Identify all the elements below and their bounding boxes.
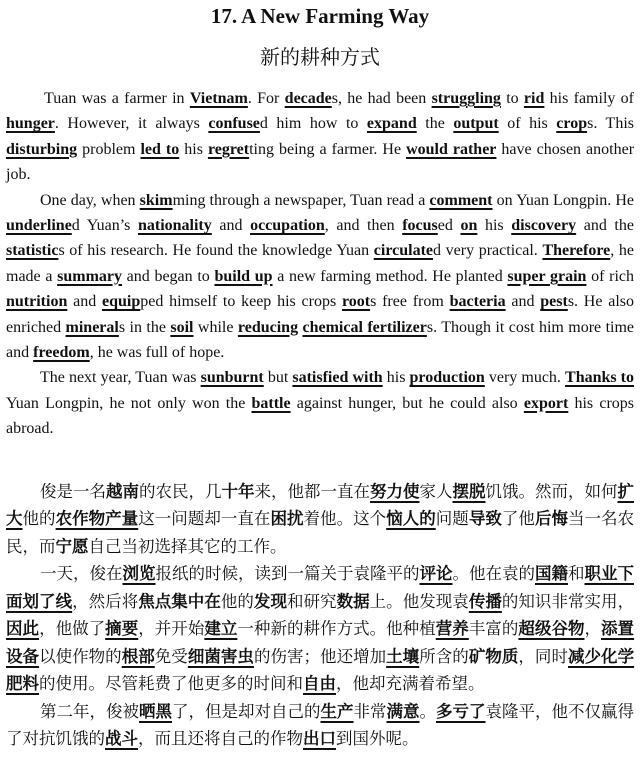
text-run: 饥饿。然而，如何 <box>485 481 618 501</box>
text-run: s. Though it cost him more time and <box>6 318 635 362</box>
text-run: ed <box>437 217 461 235</box>
text-run: 的农民，几 <box>139 481 222 501</box>
keyword: 越南 <box>106 481 139 501</box>
keyword: 数据 <box>336 591 370 611</box>
text-run: 。他在袁的 <box>452 564 535 584</box>
keyword: statistic <box>6 242 59 260</box>
text-run: s of his research. He found the knowledge Yuan <box>58 242 374 260</box>
text-run: ，然后将 <box>72 591 139 611</box>
text-run: and <box>505 293 541 311</box>
text-run: his crops abroad. <box>6 394 634 438</box>
keyword: export <box>523 394 569 412</box>
keyword: 困扰 <box>270 509 304 529</box>
text-run: 到国外呢。 <box>336 729 419 749</box>
keyword: freedom <box>33 344 90 362</box>
text-run: 免受 <box>154 646 188 666</box>
text-run: his family of <box>544 90 634 107</box>
keyword: 根部 <box>121 646 155 666</box>
keyword: occupation <box>250 217 325 235</box>
keyword: 努力使 <box>370 481 420 501</box>
text-run: ，他做了 <box>39 619 106 639</box>
text-run: 的知识非常实用， <box>501 591 635 611</box>
chinese-text <box>6 478 634 753</box>
keyword: reducing <box>237 318 299 336</box>
text-run: ，同时 <box>518 646 568 666</box>
keyword: 浏览 <box>122 564 156 584</box>
keyword: 十年 <box>221 481 255 501</box>
text-run: against hunger, but he could also <box>290 394 524 412</box>
text-run: and the <box>576 217 634 235</box>
text-run: 和 <box>568 564 585 584</box>
keyword: 导致 <box>468 509 502 529</box>
page-title: 17. A New Farming Way <box>210 4 430 28</box>
keyword: satisfied with <box>292 369 383 387</box>
keyword: 超级谷物 <box>518 619 585 639</box>
text-run: . However, it always <box>54 115 209 133</box>
keyword: 扩大 <box>6 481 634 529</box>
text-run: 问题 <box>435 509 469 529</box>
text-run: of rich <box>586 267 635 285</box>
text-run: . For <box>247 90 285 107</box>
text-run: ，并开始 <box>138 619 205 639</box>
keyword: 生产 <box>320 701 354 721</box>
chinese-paragraph <box>6 478 634 561</box>
text-run: problem <box>77 140 141 158</box>
text-run: and <box>67 293 102 311</box>
text-run: 上。他发现袁 <box>369 591 469 611</box>
keyword: 营养 <box>435 619 469 639</box>
text-run: 着他。这个 <box>303 509 387 529</box>
text-run: his <box>477 217 512 235</box>
keyword: would rather <box>406 140 497 158</box>
keyword: 传播 <box>468 591 502 611</box>
keyword: 添置设备 <box>6 619 635 666</box>
text-run: very much. <box>484 369 566 387</box>
keyword: struggling <box>431 90 501 107</box>
keyword: 出口 <box>303 729 336 749</box>
english-paragraph <box>6 86 634 188</box>
text-run: ， <box>584 619 602 639</box>
keyword: nationality <box>137 217 212 235</box>
keyword: chemical fertilizer <box>302 318 427 336</box>
text-run: s, he had been <box>331 90 432 107</box>
chinese-paragraph <box>6 560 634 698</box>
keyword: sunburnt <box>200 369 264 387</box>
keyword: 摘要 <box>105 619 139 639</box>
text-run: 袁隆平，他不仅赢得了对抗饥饿的 <box>6 701 634 749</box>
keyword: 细菌害虫 <box>187 646 254 666</box>
text-run: 。 <box>419 701 436 721</box>
text-run: ，他却充满着希望。 <box>336 674 485 694</box>
text-run: d him how to <box>259 115 367 133</box>
keyword: 土壤 <box>386 646 420 666</box>
keyword: summary <box>57 267 122 285</box>
english-text <box>6 86 634 442</box>
text-run: the <box>416 115 454 133</box>
text-run: d Yuan’s <box>71 217 138 235</box>
text-run: and <box>211 217 251 235</box>
text-run: and began to <box>122 267 215 285</box>
keyword: nutrition <box>6 293 68 311</box>
keyword: crop <box>556 115 588 133</box>
keyword: rid <box>523 90 545 107</box>
keyword: 后悔 <box>534 509 568 529</box>
text-run: 的使用。尽管耗费了他更多的时间和 <box>39 674 303 694</box>
keyword: 矿物质 <box>468 646 519 666</box>
keyword: discovery <box>511 217 577 235</box>
keyword: decade <box>284 90 332 107</box>
text-run: his <box>382 369 410 387</box>
keyword: regret <box>207 140 250 158</box>
text-run: 他的 <box>22 509 56 529</box>
text-run: to <box>500 90 524 107</box>
text-run: , he was full of hope. <box>89 344 225 362</box>
text-run: Tuan was a farmer in <box>44 90 190 107</box>
keyword: equip <box>102 293 141 311</box>
text-run: s in the <box>118 318 171 336</box>
text-run: 和研究 <box>286 591 337 611</box>
keyword: focus <box>402 217 438 235</box>
chinese-subtitle: 新的耕种方式 <box>260 45 380 69</box>
text-run: d very practical. <box>433 242 543 260</box>
text-run: 这一问题却一直在 <box>138 509 271 529</box>
text-run: 自己当初选择其它的工作。 <box>88 536 287 556</box>
text-run: One day, when <box>40 191 140 209</box>
text-run: 他的 <box>220 591 254 611</box>
keyword: circulate <box>373 242 433 260</box>
text-run: 俊是一名 <box>40 481 106 501</box>
keyword: disturbing <box>6 140 78 158</box>
text-run: 第二年，俊被 <box>40 701 139 721</box>
keyword: 职业下面划了线 <box>6 564 634 611</box>
keyword: battle <box>251 394 291 412</box>
keyword: comment <box>429 191 493 209</box>
keyword: hunger <box>6 115 55 133</box>
keyword: 宁愿 <box>55 536 89 556</box>
keyword: 农作物产量 <box>55 509 139 529</box>
keyword: 发现 <box>253 591 287 611</box>
text-run: a new farming method. He planted <box>272 267 508 285</box>
keyword: mineral <box>65 318 119 336</box>
chinese-paragraph <box>6 698 634 753</box>
keyword: 焦点集中在 <box>138 591 221 611</box>
text-run: while <box>193 318 238 336</box>
keyword: pest <box>540 293 568 311</box>
keyword: 国籍 <box>535 564 568 584</box>
text-run: 所含的 <box>419 646 469 666</box>
keyword: 因此 <box>6 619 40 639</box>
text-run: 家人 <box>419 481 453 501</box>
text-run: s free from <box>370 293 450 311</box>
keyword: 摆脱 <box>452 481 486 501</box>
keyword: Vietnam <box>189 90 248 107</box>
keyword: Thanks to <box>565 369 635 387</box>
keyword: output <box>453 115 499 133</box>
text-run: 来，他都一直在 <box>254 481 370 501</box>
text-run: have chosen another job. <box>6 140 635 184</box>
keyword: super grain <box>507 267 587 285</box>
english-paragraph <box>6 188 634 366</box>
text-run: of his <box>498 115 557 133</box>
keyword: 战斗 <box>105 729 138 749</box>
text-run: on Yuan Longpin. He <box>492 191 635 209</box>
keyword: led to <box>140 140 180 158</box>
text-run: 一种新的耕作方式。他种植 <box>237 619 436 639</box>
text-run: 丰富的 <box>468 619 519 639</box>
keyword: Therefore <box>542 242 611 260</box>
text-run: , and then <box>324 217 403 235</box>
text-run: , he made a <box>6 242 635 285</box>
keyword: on <box>460 217 478 235</box>
text-run: s. This <box>587 115 635 133</box>
text-run: 了他 <box>501 509 535 529</box>
text-run: ming through a newspaper, Tuan read a <box>172 191 430 209</box>
text-run: 一天，俊在 <box>40 564 123 584</box>
text-run: Yuan Longpin, he not only won the <box>6 394 252 412</box>
text-run: ped himself to keep his crops <box>140 293 342 311</box>
keyword: 减少化学肥料 <box>6 646 635 694</box>
text-run: 了，但是却对自己的 <box>172 701 321 721</box>
text-run: s. He also enriched <box>6 293 635 336</box>
text-run: 报纸的时候，读到一篇关于袁隆平的 <box>155 564 420 584</box>
keyword: 晒黑 <box>139 701 172 721</box>
keyword: skim <box>139 191 173 209</box>
keyword: underline <box>6 217 72 235</box>
text-run: 当一名农民，而 <box>6 509 635 556</box>
text-run: 非常 <box>353 701 387 721</box>
keyword: build up <box>214 267 273 285</box>
text-run: but <box>263 369 293 387</box>
text-run: ，而且还将自己的作物 <box>138 729 303 749</box>
keyword: root <box>341 293 371 311</box>
keyword: 恼人的 <box>386 509 436 529</box>
keyword: 评论 <box>419 564 453 584</box>
keyword: 多亏了 <box>436 701 486 721</box>
text-run: 以使作物的 <box>39 646 122 666</box>
keyword: soil <box>170 318 194 336</box>
keyword: production <box>409 369 485 387</box>
english-paragraph <box>6 365 634 441</box>
keyword: expand <box>366 115 417 133</box>
keyword: confuse <box>208 115 260 133</box>
keyword: 建立 <box>204 619 238 639</box>
keyword: bacteria <box>449 293 506 311</box>
text-run: ting being a farmer. He <box>249 140 407 158</box>
keyword: 满意 <box>386 701 420 721</box>
text-run: The next year, Tuan was <box>40 369 201 387</box>
text-run: 的伤害；他还增加 <box>253 646 387 666</box>
text-run: his <box>179 140 208 158</box>
keyword: 自由 <box>303 674 336 694</box>
